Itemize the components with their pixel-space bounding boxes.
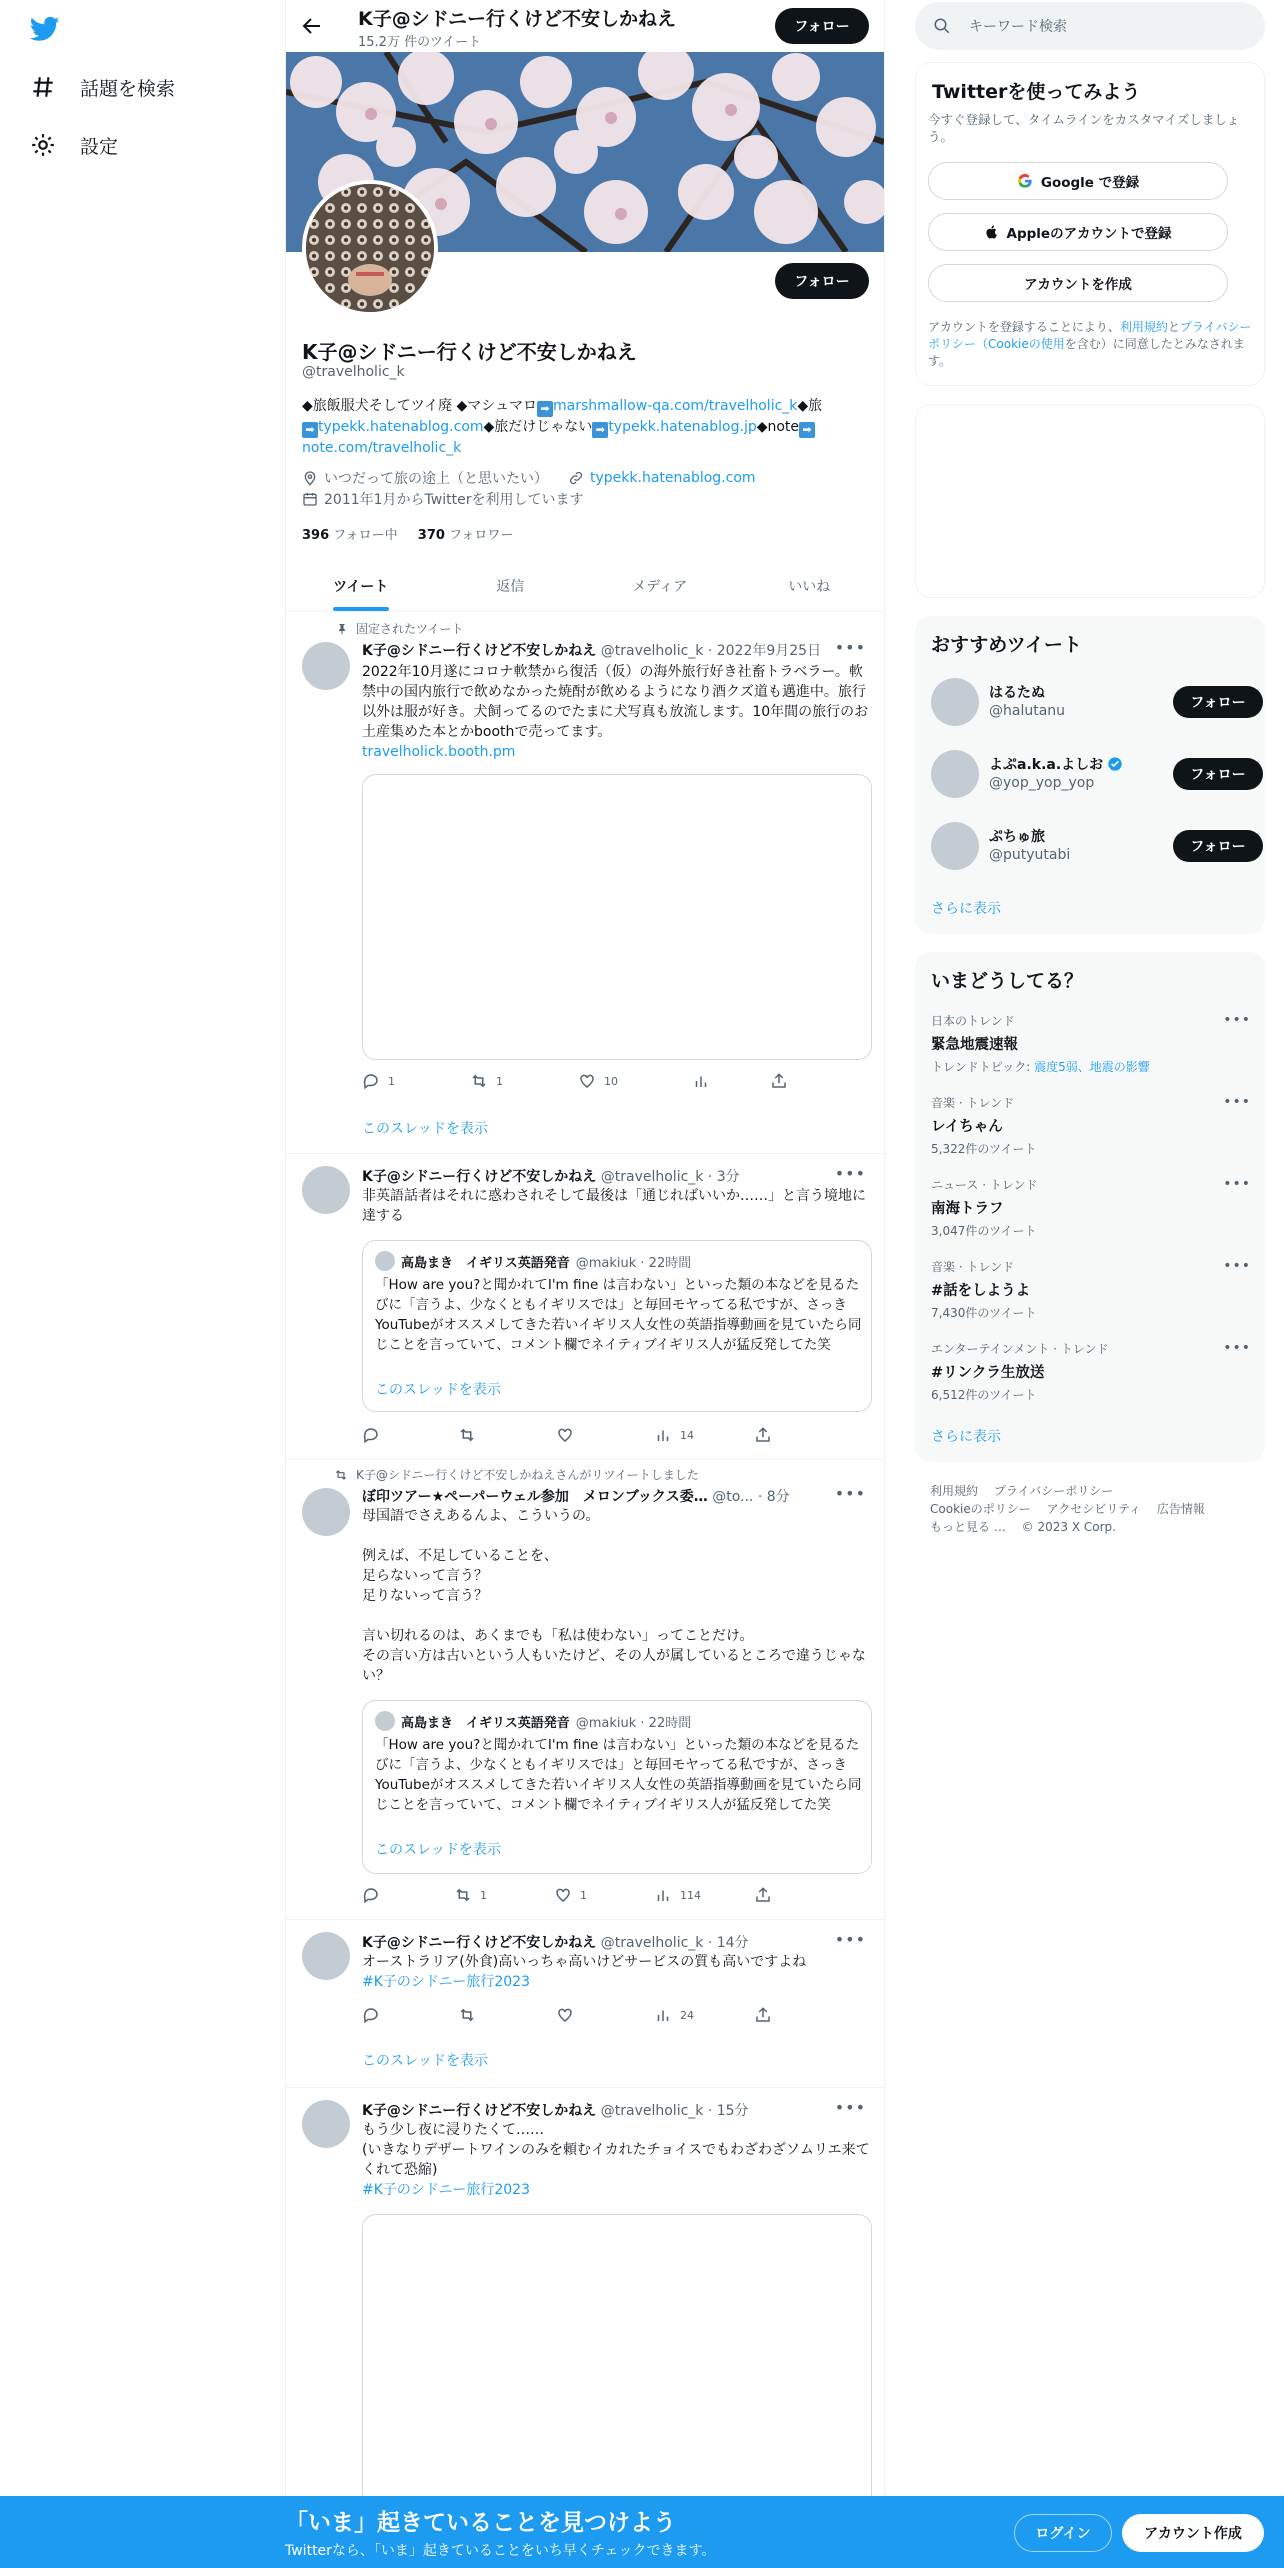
tab-media[interactable]: メディア [632,578,688,595]
profile-follow-button[interactable]: フォロー [775,263,869,299]
arrow-emoji-icon: ➡ [799,422,815,438]
tweet-line: 足らないって言う？ [362,1568,488,1584]
tweet-line: 言い切れるのは、あくまでも「私は使わない」ってことだけ。 [362,1628,754,1644]
verified-badge-icon [1107,756,1123,772]
recommended-user-name [989,682,1045,702]
login-button[interactable]: ログイン [1014,2514,1112,2552]
tweet-actions [362,1072,802,1092]
quoted-show-thread-link[interactable]: このスレッドを表示 [375,1382,501,1398]
recommended-user-handle: @putyutabi [989,847,1071,863]
signup-button[interactable]: アカウント作成 [1122,2514,1264,2552]
footer-cookie-link[interactable]: Cookieのポリシー [930,1502,1031,1516]
recommended-user-handle: @halutanu [989,703,1066,719]
trend-name: #リンクラ生放送 [931,1365,1045,1381]
recommended-user[interactable] [931,748,1251,800]
sidebar-item-settings[interactable] [30,130,118,160]
reply-button[interactable] [362,1072,395,1090]
main-column [285,0,885,2568]
tweet-media-card[interactable] [362,774,872,1060]
quoted-tweet-text: 「How are you?と聞かれてI'm fine は言わない」といった類の本などを見るたびに「言うよ、少なくともイギリスでは」と毎回モヤってる私ですが、さっきYouTubeがオススメしてきた若いイギリス人女性の英語指導動画を見ていたら同じことを言っていて、コメント欄でネイティブイギリス人が猛反発してた笑 [375,1737,862,1813]
profile-meta-row [302,468,756,488]
retweet-icon [454,1886,472,1904]
trend-category: 日本のトレンド [931,1014,1015,1028]
tweet-avatar[interactable] [302,1932,350,1980]
footer-more-link[interactable]: もっと見る … [930,1520,1006,1534]
signup-description: 今すぐ登録して、タイムラインをカスタマイズしましょう。 [928,112,1240,144]
twitter-logo-icon[interactable] [30,14,60,44]
bio-link-hatenablog-com[interactable]: typekk.hatenablog.com [318,419,484,435]
footer-terms-link[interactable]: 利用規約 [930,1484,979,1498]
tweet-line [362,1606,872,1626]
trend-topic-link[interactable]: 震度5弱、地震の影響 [1034,1060,1150,1074]
tweet-line: もう少し夜に浸りたくて…… [362,2122,544,2138]
tweet-meta: @travelholic_k · 14分 [600,1935,749,1951]
profile-tabs [286,560,884,612]
bio-text: ◆旅飯服犬そしてツイ廃 ◆マシュマロ [302,398,538,414]
reply-icon [362,1886,380,1904]
more-options-icon[interactable]: ••• [1223,1176,1251,1192]
more-options-icon[interactable]: ••• [1223,1340,1251,1356]
trend-category: エンターテインメント · トレンド [931,1342,1109,1356]
following-label: フォロー中 [333,528,398,543]
arrow-emoji-icon: ➡ [302,422,318,438]
more-options-icon[interactable]: ••• [834,1930,866,1949]
more-options-icon[interactable]: ••• [834,1164,866,1183]
bio-link-note[interactable]: note.com/travelholic_k [302,440,462,456]
bottom-signup-bar [0,2496,1284,2568]
tweet-avatar[interactable] [302,1488,350,1536]
tweet-link[interactable]: travelholick.booth.pm [362,744,516,760]
trend-category: 音楽 · トレンド [931,1260,1015,1274]
tweet-meta: @travelholic_k · 15分 [600,2103,749,2119]
location-icon [302,470,318,486]
views-button[interactable] [654,1426,694,1444]
trend-name: #話をしようよ [931,1283,1031,1299]
quoted-tweet-text: 「How are you?と聞かれてI'm fine は言わない」といった類の本などを見るたびに「言うよ、少なくともイギリスでは」と毎回モヤってる私ですが、さっきYouTubeがオススメしてきた若いイギリス人女性の英語指導動画を見ていたら同じことを言っていて、コメント欄でネイティブイギリス人が猛反発してた笑 [375,1277,862,1353]
tweet-retweeted[interactable] [286,1460,884,1920]
followers-label: フォロワー [449,528,514,543]
heart-icon [554,1886,572,1904]
tweet-line: 母国語でさえあるんよ、こういうの。 [362,1508,600,1524]
views-chart-icon [692,1072,710,1090]
retweet-button[interactable] [470,1072,503,1090]
google-signup-button[interactable] [928,162,1228,200]
footer-ads-link[interactable]: 広告情報 [1156,1502,1205,1516]
bottom-bar-subtitle: Twitterなら、「いま」起きていることをいち早くチェックできます。 [285,2543,716,2559]
quoted-tweet[interactable] [362,1700,872,1874]
share-button[interactable] [770,1072,788,1090]
trends-title: いまどうしてる？ [931,970,1084,992]
views-count: 114 [680,1888,701,1902]
google-icon [1017,173,1033,189]
tweet-media-card[interactable] [362,2214,872,2514]
header-profile-name: K子@シドニー行くけど不安しかねえ [358,8,676,30]
share-button[interactable] [754,1886,772,1904]
bio-text: ◆旅 [797,398,823,414]
tweet-text [362,1506,872,1686]
profile-location: いつだって旅の途上（と思いたい） [324,471,548,487]
quoted-show-thread-link[interactable]: このスレッドを表示 [375,1842,501,1858]
pinned-context [336,620,463,637]
more-options-icon[interactable]: ••• [1223,1094,1251,1110]
show-thread-link[interactable]: このスレッドを表示 [362,1121,488,1137]
tweet-author-name[interactable]: K子@シドニー行くけど不安しかねえ [362,2103,597,2119]
trend-topic-prefix: トレンドトピック: [931,1060,1035,1074]
arrow-emoji-icon: ➡ [592,422,608,438]
like-button[interactable] [554,1886,587,1904]
like-button[interactable] [556,2006,574,2024]
trend-name: レイちゃん [931,1119,1003,1135]
profile-website-link[interactable]: typekk.hatenablog.com [590,470,756,486]
share-icon [754,1426,772,1444]
retweeted-label[interactable]: K子@シドニー行くけど不安しかねえさんがリツイートしました [356,1468,699,1482]
more-options-icon[interactable]: ••• [834,1484,866,1503]
apple-signup-button[interactable] [928,213,1228,251]
follow-button[interactable]: フォロー [1173,830,1263,862]
quoted-tweet-header [375,1711,691,1731]
trend-tweet-count: 3,047件のツイート [931,1224,1037,1238]
views-button[interactable] [654,1886,701,1904]
views-button[interactable] [692,1072,710,1090]
reply-icon [362,1072,380,1090]
retweet-icon [470,1072,488,1090]
views-count: 14 [680,1428,694,1442]
tweet-author-name[interactable]: ぼ印ツアー★ペーパーウェル参加 メロンブックス委… [362,1489,708,1505]
tweet-actions [362,1886,802,1906]
views-count: 24 [680,2008,694,2022]
footer-copyright: © 2023 X Corp. [1021,1520,1116,1534]
gear-icon [30,132,56,158]
header-tweet-count: 15.2万 件のツイート [358,35,482,50]
terms-text: と [1167,320,1180,334]
tweet-author-name[interactable]: K子@シドニー行くけど不安しかねえ [362,643,597,659]
views-chart-icon [654,1426,672,1444]
tweet-header [362,640,862,660]
profile-bio [302,396,872,459]
signup-terms [928,319,1254,370]
pin-icon [336,623,348,635]
tweet-text: 非英語話者はそれに惑わされそして最後は「通じればいいか……」と言う境地に達する [362,1188,866,1224]
hashtag-link[interactable]: #K子のシドニー旅行2023 [362,1974,530,1990]
tweet-actions [362,2006,802,2026]
quoted-avatar [375,1711,395,1731]
trend-tweet-count: 7,430件のツイート [931,1306,1037,1320]
trend-item[interactable] [931,1258,1251,1321]
recommended-tweets-card [915,616,1265,934]
user-name: はるたぬ [989,685,1045,701]
calendar-icon [302,491,318,507]
show-more-link[interactable]: さらに表示 [931,1429,1001,1445]
trend-tweet-count: 6,512件のツイート [931,1388,1037,1402]
reply-icon [362,2006,380,2024]
retweet-button[interactable] [454,1886,487,1904]
signup-title: Twitterを使ってみよう [932,81,1141,103]
tweet-header [362,1486,862,1506]
recommend-title: おすすめツイート [931,634,1082,656]
retweet-count: 1 [480,1888,487,1902]
trend-category: ニュース · トレンド [931,1178,1038,1192]
like-count: 10 [604,1074,618,1088]
footer-row-1 [930,1482,1113,1499]
google-signup-label: Google で登録 [1040,175,1140,191]
user-name: よぷa.k.a.よしお [989,757,1104,773]
like-button[interactable] [578,1072,618,1090]
trend-category: 音楽 · トレンド [931,1096,1015,1110]
search-input[interactable]: キーワード検索 [969,19,1067,35]
quoted-author-name: 高島まき イギリス英語発音 [401,1715,570,1731]
more-options-icon[interactable]: ••• [1223,1258,1251,1274]
tweet-header [362,2100,862,2120]
followers-link[interactable] [418,528,514,543]
follow-button[interactable]: フォロー [1173,758,1263,790]
avatar-image [306,184,434,312]
trend-topic [931,1058,1251,1075]
heart-icon [556,2006,574,2024]
tweet[interactable] [286,1154,884,1460]
profile-header-bar [286,0,885,52]
trend-item[interactable] [931,1176,1251,1239]
trend-item[interactable] [931,1094,1251,1157]
bio-text: ◆旅だけじゃない [483,419,593,435]
recommended-user-handle: @yop_yop_yop [989,775,1095,791]
create-account-button[interactable]: アカウントを作成 [928,264,1228,302]
trend-item[interactable] [931,1340,1251,1403]
reply-button[interactable] [362,1886,380,1904]
avatar[interactable] [931,750,979,798]
quoted-tweet-header [375,1251,691,1271]
like-button[interactable] [556,1426,574,1444]
tweet-avatar[interactable] [302,1166,350,1214]
avatar[interactable] [931,822,979,870]
following-link[interactable] [302,528,398,543]
tweet-author-name[interactable]: K子@シドニー行くけど不安しかねえ [362,1935,597,1951]
tweet-text [362,2120,872,2200]
more-options-icon[interactable]: ••• [1223,1012,1251,1028]
profile-name: K子@シドニー行くけど不安しかねえ [302,340,637,364]
retweet-button[interactable] [458,1426,476,1444]
follow-stats [302,524,513,543]
retweet-icon [458,1426,476,1444]
retweet-context [334,1466,699,1483]
user-name: ぷちゅ旅 [989,829,1045,845]
more-options-icon[interactable]: ••• [834,2098,866,2117]
bio-link-hatenablog-jp[interactable]: typekk.hatenablog.jp [608,419,757,435]
recommended-user[interactable] [931,676,1251,728]
tweet-body: オーストラリア(外食)高いっちゃ高いけどサービスの質も高いですよね [362,1954,807,1970]
profile-handle: @travelholic_k [302,364,405,380]
terms-link[interactable]: 利用規約 [1119,320,1168,334]
recommended-user-name [989,826,1045,846]
cookie-link[interactable]: （Cookieの使用 [976,337,1065,351]
share-icon [770,1072,788,1090]
tweet-pinned[interactable] [286,612,884,1154]
retweet-count: 1 [496,1074,503,1088]
terms-text: を含む）に同意したとみなされます。 [928,337,1245,368]
trends-card [915,952,1265,1462]
avatar[interactable] [931,678,979,726]
reply-button[interactable] [362,1426,380,1444]
tweet-avatar[interactable] [302,642,350,690]
tweet-text [362,1952,872,1992]
retweet-icon [334,1468,348,1482]
show-more-link[interactable]: さらに表示 [931,901,1001,917]
tweet-line [362,1526,872,1546]
share-button[interactable] [754,2006,772,2024]
reply-icon [362,1426,380,1444]
profile-joined-date: 2011年1月からTwitterを利用しています [324,492,584,508]
follow-button[interactable]: フォロー [1173,686,1263,718]
tweet-text [362,662,872,762]
footer-row-3 [930,1518,1116,1535]
bio-text: ◆note [756,419,800,435]
tweet-meta: @to... · 8分 [712,1489,790,1505]
pinned-label: 固定されたツイート [356,622,464,636]
terms-text: アカウントを登録することにより、 [928,320,1120,334]
share-icon [754,2006,772,2024]
hashtag-link[interactable]: #K子のシドニー旅行2023 [362,2182,530,2198]
bottom-bar-title: 「いま」起きていることを見つけよう [285,2510,676,2536]
tweet-author-name[interactable]: K子@シドニー行くけど不安しかねえ [362,1169,597,1185]
tab-tweets[interactable]: ツイート [286,560,436,611]
quoted-avatar [375,1251,395,1271]
bio-link-marshmallow[interactable]: marshmallow-qa.com/travelholic_k [553,398,798,414]
reply-button[interactable] [362,2006,380,2024]
trend-name: 緊急地震速報 [931,1037,1018,1053]
apple-signup-label: Appleのアカウントで登録 [1006,226,1172,242]
tweet-meta: @travelholic_k · 2022年9月25日 [600,643,822,659]
header-follow-button[interactable]: フォロー [775,8,869,44]
ad-placeholder [915,404,1265,598]
followers-count: 370 [417,528,445,543]
tweet-avatar[interactable] [302,2100,350,2148]
tweet-line: 例えば、不足していることを、 [362,1548,558,1564]
retweet-icon [458,2006,476,2024]
hashtag-icon [30,74,56,100]
left-sidebar [0,0,285,2568]
tab-likes[interactable]: いいね [788,578,831,595]
arrow-emoji-icon: ➡ [537,401,553,417]
profile-avatar[interactable] [302,180,438,316]
quoted-meta: @makiuk · 22時間 [575,1255,692,1271]
views-button[interactable] [654,2006,694,2024]
tweet-meta: @travelholic_k · 3分 [600,1169,740,1185]
heart-icon [556,1426,574,1444]
link-icon [568,470,584,486]
quoted-meta: @makiuk · 22時間 [575,1715,692,1731]
tweet-line: その言い方は古いという人もいたけど、その人が属しているところで違うじゃない？ [362,1648,866,1684]
profile-joined-row [302,489,583,509]
search-icon [933,17,951,35]
views-chart-icon [654,1886,672,1904]
recommended-user[interactable] [931,820,1251,872]
share-button[interactable] [754,1426,772,1444]
like-count: 1 [580,1888,587,1902]
tweet-actions [362,1426,802,1446]
footer-accessibility-link[interactable]: アクセシビリティ [1046,1502,1142,1516]
tweet-body: 2022年10月遂にコロナ軟禁から復活（仮）の海外旅行好き社畜トラベラー。軟禁中の国内旅行で飲めなかった焼酎が飲めるようになり酒クズ道も邁進中。旅行以外は服が好き。犬飼ってるのでたまに犬写真も放流します。10年間の旅行のお土産集めた本とかboothで売ってます。 [362,664,869,740]
show-thread-link[interactable]: このスレッドを表示 [362,2053,488,2069]
tab-replies[interactable]: 返信 [496,578,525,595]
trend-name: 南海トラフ [931,1201,1004,1217]
retweet-button[interactable] [458,2006,476,2024]
search-bar[interactable] [915,2,1265,50]
footer-privacy-link[interactable]: プライバシーポリシー [993,1484,1114,1498]
privacy-link[interactable]: プライバシーポリシー [928,320,1252,351]
following-count: 396 [302,528,330,543]
share-icon [754,1886,772,1904]
tweet-line: 足りないって言う？ [362,1588,488,1604]
quoted-author-name: 高島まき イギリス英語発音 [401,1255,570,1271]
sidebar-item-label: 設定 [80,135,119,158]
recommended-user-name [989,754,1123,774]
tweet-header [362,1166,862,1186]
sidebar-item-label: 話題を検索 [80,77,176,100]
sidebar-item-explore[interactable] [30,72,175,102]
views-chart-icon [654,2006,672,2024]
heart-icon [578,1072,596,1090]
quoted-tweet[interactable] [362,1240,872,1412]
trend-item[interactable] [931,1012,1251,1075]
signup-card [915,62,1265,386]
tweet[interactable] [286,1920,884,2088]
tweet-header [362,1932,862,1952]
reply-count: 1 [388,1074,395,1088]
more-options-icon[interactable]: ••• [834,638,866,657]
back-arrow-icon[interactable] [300,14,324,38]
footer-row-2 [930,1500,1205,1517]
trend-tweet-count: 5,322件のツイート [931,1142,1037,1156]
tweet-line: (いきなりデザートワインのみを頼むイカれたチョイスでもわざわざソムリエ来てくれて恐縮) [362,2142,870,2178]
apple-icon [985,224,999,240]
